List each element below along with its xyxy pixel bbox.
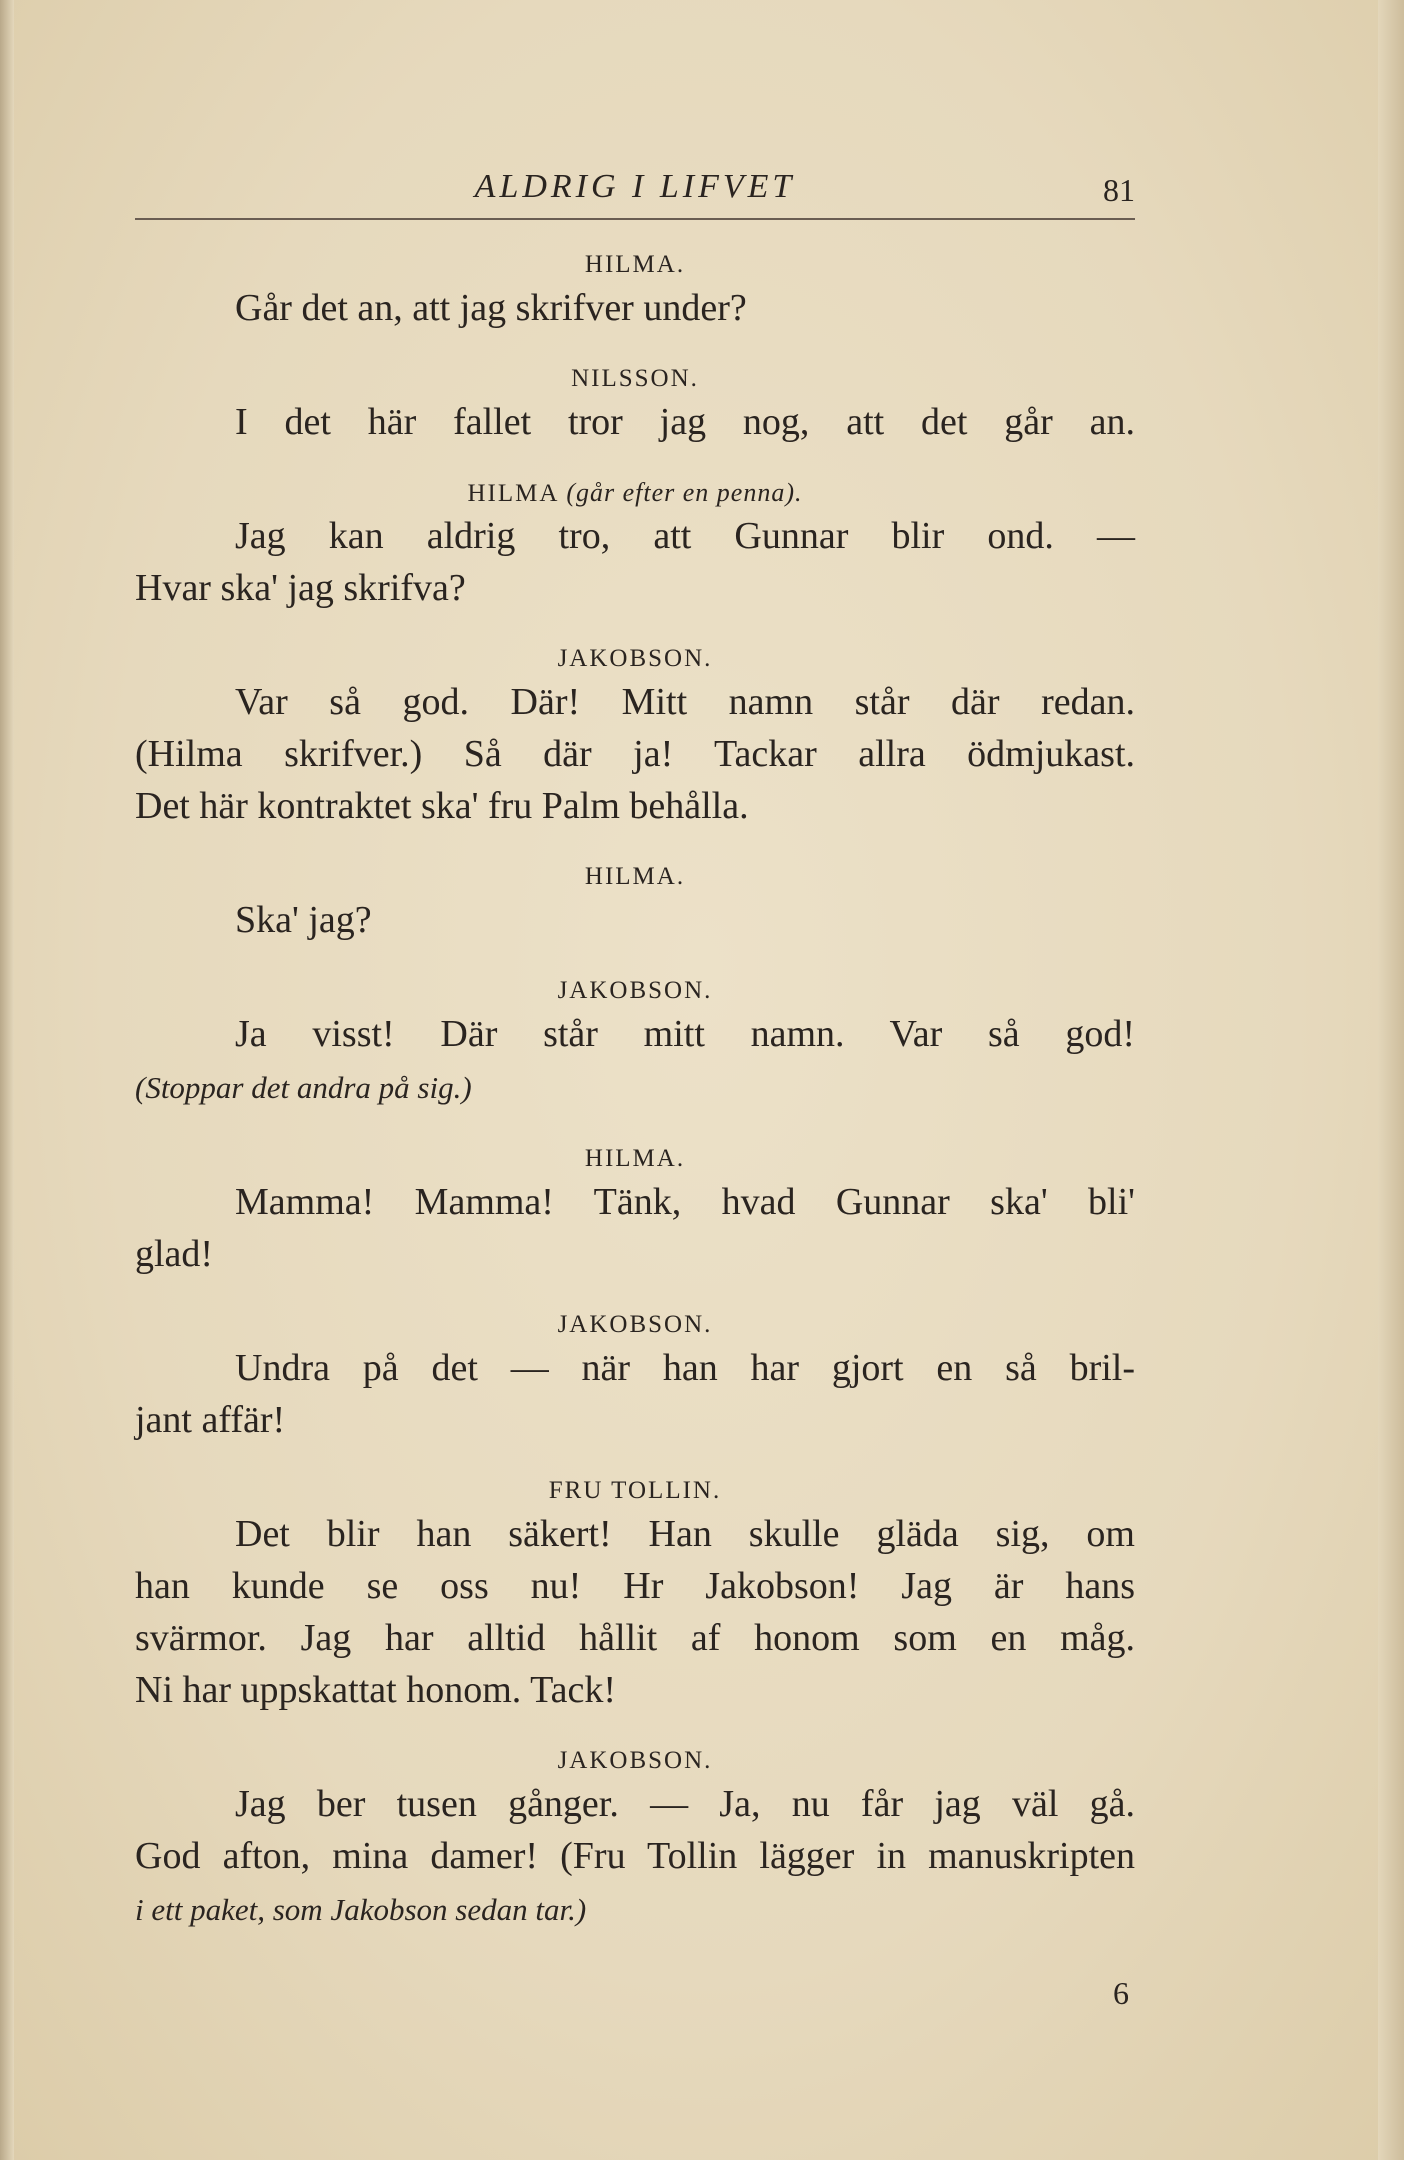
page-gutter-left xyxy=(0,0,14,2160)
speaker-heading: JAKOBSON. xyxy=(557,645,713,672)
dialogue-line: svärmor. Jag har alltid hållit af honom som en måg. xyxy=(135,1617,1135,1659)
speaker-heading: JAKOBSON. xyxy=(557,1747,713,1774)
dialogue-line: Jag ber tusen gånger. — Ja, nu får jag väl gå. xyxy=(235,1783,1135,1825)
speaker-heading: HILMA. xyxy=(584,1145,686,1172)
speaker-heading: NILSSON. xyxy=(571,365,699,392)
dialogue-line: I det här fallet tror jag nog, att det går an. xyxy=(235,401,1135,443)
running-title: ALDRIG I LIFVET xyxy=(474,168,796,205)
speaker-heading: HILMA (går efter en penna). xyxy=(467,478,803,507)
dialogue-line: Det blir han säkert! Han skulle gläda sig, om xyxy=(235,1513,1135,1555)
stage-direction-line: (Stoppar det andra på sig.) xyxy=(135,1070,472,1105)
dialogue-line: jant affär! xyxy=(135,1399,286,1441)
dialogue-line: Går det an, att jag skrifver under? xyxy=(235,287,747,329)
dialogue-line: God afton, mina damer! (Fru Tollin lägger in manuskripten xyxy=(135,1835,1135,1877)
speaker-heading: JAKOBSON. xyxy=(557,1311,713,1338)
text-block xyxy=(135,158,1135,1936)
page-gutter-right xyxy=(1378,0,1404,2160)
dialogue-line: glad! xyxy=(135,1233,214,1275)
dialogue-line: Undra på det — när han har gjort en så bril- xyxy=(235,1347,1135,1389)
dialogue-line: Ni har uppskattat honom. Tack! xyxy=(135,1669,617,1711)
speaker-heading: FRU TOLLIN. xyxy=(548,1477,722,1504)
dialogue-line: Var så god. Där! Mitt namn står där redan. xyxy=(235,681,1135,723)
signature-mark: 6 xyxy=(1113,1975,1129,2011)
speaker-heading: JAKOBSON. xyxy=(557,977,713,1004)
dialogue-line: han kunde se oss nu! Hr Jakobson! Jag är hans xyxy=(135,1565,1135,1607)
stage-direction: (går efter en penna). xyxy=(566,478,803,507)
running-head xyxy=(135,158,1135,220)
dialogue-line: Jag kan aldrig tro, att Gunnar blir ond. — xyxy=(235,515,1135,557)
speaker-heading: HILMA. xyxy=(584,863,686,890)
speaker-heading: HILMA. xyxy=(584,251,686,278)
stage-direction-line: i ett paket, som Jakobson sedan tar.) xyxy=(135,1892,587,1927)
page-number: 81 xyxy=(1103,172,1135,208)
dialogue-line: Mamma! Mamma! Tänk, hvad Gunnar ska' bli' xyxy=(235,1181,1135,1223)
dialogue-line: Det här kontraktet ska' fru Palm behålla. xyxy=(135,785,749,827)
dialogue-line: (Hilma skrifver.) Så där ja! Tackar allra ödmjukast. xyxy=(135,733,1135,775)
dialogue-line: Hvar ska' jag skrifva? xyxy=(135,567,466,609)
dialogue-line: Ja visst! Där står mitt namn. Var så god! xyxy=(235,1013,1135,1055)
dialogue-line: Ska' jag? xyxy=(235,899,372,941)
